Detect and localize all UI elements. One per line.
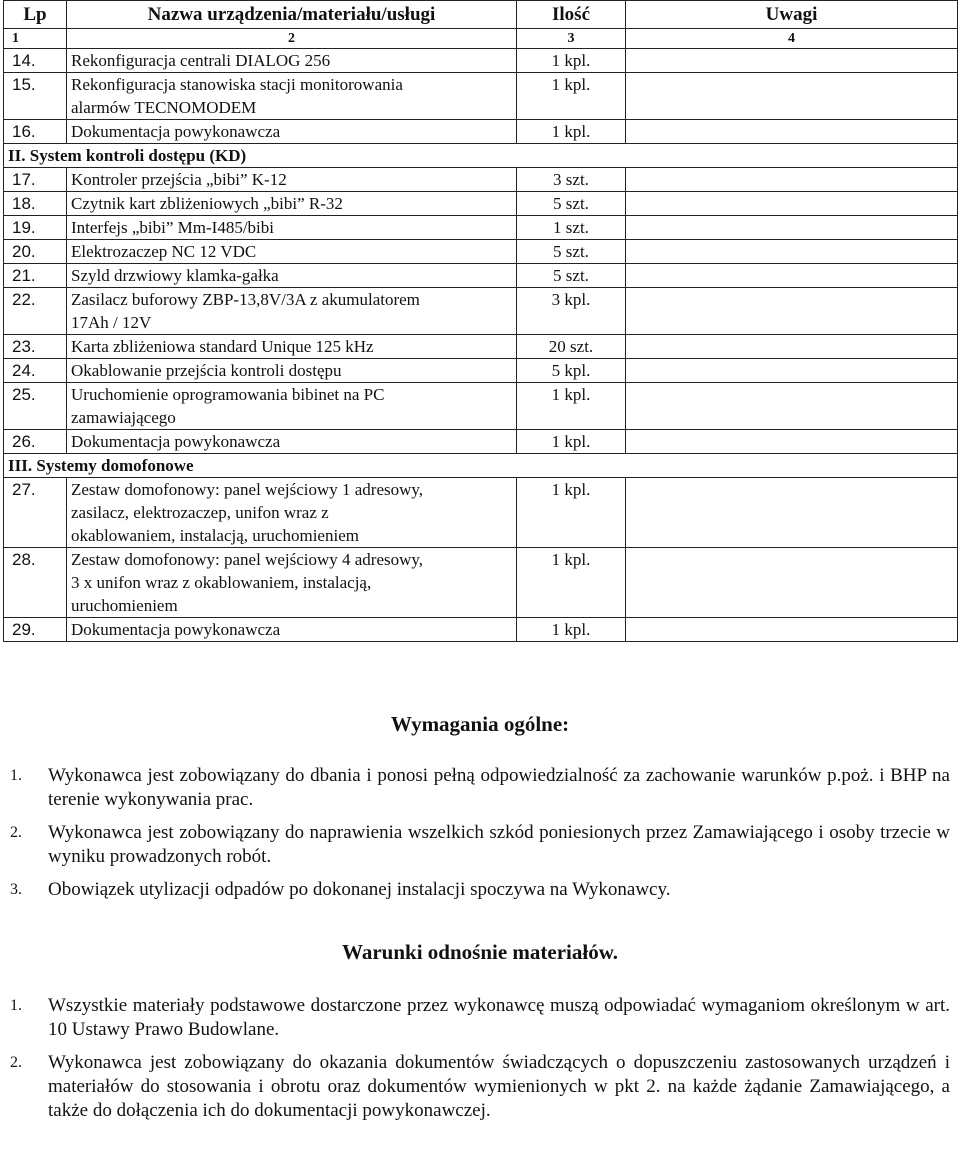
row-number: 27. (4, 478, 67, 548)
item-notes (626, 335, 958, 359)
item-number: 3. (10, 881, 22, 898)
table-row (4, 335, 958, 359)
item-notes (626, 240, 958, 264)
table-row (4, 240, 958, 264)
table-row (4, 264, 958, 288)
section-name: Systemy domofonowe (36, 456, 194, 475)
table-row (4, 430, 958, 454)
item-number: 1. (10, 767, 22, 784)
item-name: Rekonfiguracja centrali DIALOG 256 (67, 49, 517, 73)
item-name: Dokumentacja powykonawcza (67, 120, 517, 144)
item-notes (626, 73, 958, 120)
item-notes (626, 49, 958, 73)
section-header-row (4, 144, 958, 168)
section-title (4, 454, 958, 478)
item-text: Wykonawca jest zobowiązany do dbania i ponosi pełną odpowiedzialność za zachowanie warunków p.poż. i BHP na terenie wykonywania prac. (48, 765, 950, 810)
item-quantity: 3 szt. (517, 168, 626, 192)
row-number: 23. (4, 335, 67, 359)
row-number: 17. (4, 168, 67, 192)
row-number: 28. (4, 548, 67, 618)
section-header-row (4, 454, 958, 478)
table-row (4, 120, 958, 144)
table-row (4, 548, 958, 618)
row-number: 16. (4, 120, 67, 144)
item-name: Okablowanie przejścia kontroli dostępu (67, 359, 517, 383)
item-notes (626, 383, 958, 430)
item-notes (626, 548, 958, 618)
item-text: Wykonawca jest zobowiązany do naprawienia wszelkich szkód poniesionych przez Zamawiającego i osoby trzecie w wyniku prowadzonych robót. (48, 822, 950, 867)
item-text: Obowiązek utylizacji odpadów po dokonanej instalacji spoczywa na Wykonawcy. (48, 879, 671, 900)
item-name: Elektrozaczep NC 12 VDC (67, 240, 517, 264)
item-quantity: 5 szt. (517, 240, 626, 264)
table-header-row (4, 1, 958, 29)
row-number: 14. (4, 49, 67, 73)
row-number: 25. (4, 383, 67, 430)
equipment-table (3, 0, 958, 642)
row-number: 20. (4, 240, 67, 264)
row-number: 24. (4, 359, 67, 383)
section-name: System kontroli dostępu (KD) (29, 146, 247, 165)
item-notes (626, 264, 958, 288)
item-quantity: 1 kpl. (517, 383, 626, 430)
table-row (4, 478, 958, 548)
item-number: 2. (10, 1054, 22, 1071)
item-notes (626, 120, 958, 144)
list-item (10, 1051, 950, 1123)
item-notes (626, 478, 958, 548)
materials-conditions-section (10, 940, 950, 1123)
row-number: 21. (4, 264, 67, 288)
item-quantity: 5 szt. (517, 192, 626, 216)
item-name: Kontroler przejścia „bibi” K-12 (67, 168, 517, 192)
materials-conditions-title: Warunki odnośnie materiałów. (342, 940, 618, 964)
header-name: Nazwa urządzenia/materiału/usługi (67, 1, 517, 29)
item-text: Wszystkie materiały podstawowe dostarczone przez wykonawcę muszą odpowiadać wymaganiom określonym w art. 10 Ustawy Prawo Budowlane. (48, 995, 950, 1040)
item-quantity: 5 szt. (517, 264, 626, 288)
table-row (4, 359, 958, 383)
item-quantity: 1 kpl. (517, 73, 626, 120)
row-number: 18. (4, 192, 67, 216)
item-quantity: 3 kpl. (517, 288, 626, 335)
item-name: Czytnik kart zbliżeniowych „bibi” R-32 (67, 192, 517, 216)
item-quantity: 1 kpl. (517, 120, 626, 144)
item-notes (626, 359, 958, 383)
item-name: Uruchomienie oprogramowania bibinet na PC zamawiającego (67, 383, 517, 430)
table-row (4, 216, 958, 240)
column-number: 3 (517, 29, 626, 49)
item-name: Szyld drzwiowy klamka-gałka (67, 264, 517, 288)
item-notes (626, 168, 958, 192)
general-requirements-section (10, 712, 950, 902)
header-notes: Uwagi (626, 1, 958, 29)
item-name: Karta zbliżeniowa standard Unique 125 kHz (67, 335, 517, 359)
item-quantity: 1 kpl. (517, 430, 626, 454)
section-title (4, 144, 958, 168)
item-notes (626, 430, 958, 454)
row-number: 19. (4, 216, 67, 240)
column-number: 2 (67, 29, 517, 49)
row-number: 22. (4, 288, 67, 335)
item-quantity: 1 kpl. (517, 618, 626, 642)
table-row (4, 383, 958, 430)
item-name: Interfejs „bibi” Mm-I485/bibi (67, 216, 517, 240)
materials-conditions-list (10, 994, 950, 1123)
header-lp: Lp (4, 1, 67, 29)
item-number: 2. (10, 824, 22, 841)
section-number: II. (8, 146, 26, 165)
table-row (4, 49, 958, 73)
row-number: 29. (4, 618, 67, 642)
item-name: Zasilacz buforowy ZBP-13,8V/3A z akumulatorem 17Ah / 12V (67, 288, 517, 335)
table-row (4, 168, 958, 192)
table-row (4, 618, 958, 642)
column-number: 1 (4, 29, 67, 49)
item-name: Dokumentacja powykonawcza (67, 430, 517, 454)
item-name: Rekonfiguracja stanowiska stacji monitorowania alarmów TECNOMODEM (67, 73, 517, 120)
list-item (10, 878, 950, 902)
header-quantity: Ilość (517, 1, 626, 29)
general-requirements-title: Wymagania ogólne: (390, 712, 570, 736)
item-name: Zestaw domofonowy: panel wejściowy 4 adresowy, 3 x unifon wraz z okablowaniem, instalacją, uruchomieniem (67, 548, 517, 618)
table-row (4, 192, 958, 216)
item-quantity: 1 kpl. (517, 548, 626, 618)
item-name: Dokumentacja powykonawcza (67, 618, 517, 642)
item-name: Zestaw domofonowy: panel wejściowy 1 adresowy, zasilacz, elektrozaczep, unifon wraz z okablowaniem, instalacją, uruchomieniem (67, 478, 517, 548)
item-quantity: 1 kpl. (517, 49, 626, 73)
item-quantity: 1 szt. (517, 216, 626, 240)
item-quantity: 20 szt. (517, 335, 626, 359)
item-notes (626, 216, 958, 240)
item-quantity: 5 kpl. (517, 359, 626, 383)
item-number: 1. (10, 997, 22, 1014)
item-quantity: 1 kpl. (517, 478, 626, 548)
item-notes (626, 618, 958, 642)
row-number: 15. (4, 73, 67, 120)
section-number: III. (8, 456, 33, 475)
item-notes (626, 288, 958, 335)
list-item (10, 994, 950, 1042)
table-body (4, 49, 958, 642)
general-requirements-list (10, 764, 950, 902)
table-row (4, 288, 958, 335)
row-number: 26. (4, 430, 67, 454)
column-number-row (4, 29, 958, 49)
item-notes (626, 192, 958, 216)
column-number: 4 (626, 29, 958, 49)
list-item (10, 764, 950, 812)
table-row (4, 73, 958, 120)
item-text: Wykonawca jest zobowiązany do okazania dokumentów świadczących o dopuszczeniu zastosowanych urządzeń i materiałów do stosowania i obrotu oraz dokumentów wymienionych w pkt 2. na każde żądanie Zamawiającego, a także do dołączenia ich do dokumentacji powykonawczej. (48, 1052, 950, 1121)
list-item (10, 821, 950, 869)
